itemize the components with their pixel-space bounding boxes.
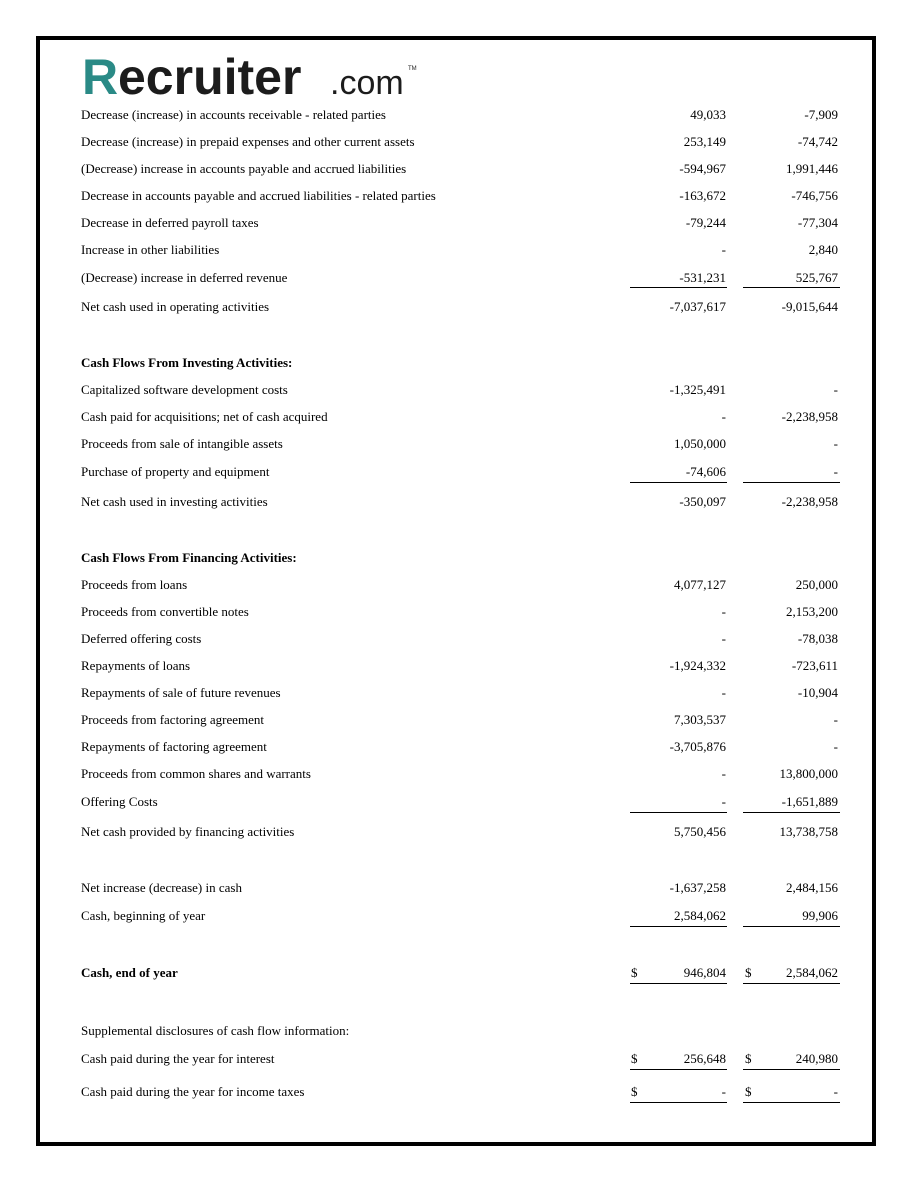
value-2021: 1,050,000	[674, 436, 726, 451]
subtotal-rule	[630, 926, 727, 927]
value-2021: -	[721, 242, 726, 257]
value-2020: 240,980	[795, 1051, 838, 1066]
row-label: Offering Costs	[81, 794, 158, 809]
subtotal-rule	[630, 482, 727, 483]
logo-letter-r: R	[82, 50, 119, 102]
value-2020: -723,611	[791, 658, 838, 673]
investing-row	[81, 462, 841, 482]
value-2020: -2,238,958	[781, 409, 838, 424]
section-heading: Cash Flows From Investing Activities:	[81, 355, 293, 370]
financing-row	[81, 792, 841, 812]
row-label: Cash paid during the year for interest	[81, 1051, 275, 1066]
value-2020: -74,742	[797, 134, 838, 149]
row-label: Repayments of factoring agreement	[81, 739, 267, 754]
value-2021: -74,606	[685, 464, 726, 479]
logo-tm: TM	[408, 66, 417, 72]
financing-row	[81, 575, 841, 595]
row-label: Cash, end of year	[81, 965, 178, 980]
currency-symbol: $	[745, 1051, 752, 1066]
financing-row	[81, 764, 841, 784]
supplemental-row	[81, 1049, 841, 1069]
subtotal-rule	[630, 812, 727, 813]
value-2020: -78,038	[797, 631, 838, 646]
value-2020: -	[833, 464, 838, 479]
row-label: Decrease (increase) in accounts receivable - related parties	[81, 107, 386, 122]
financing-row	[81, 629, 841, 649]
total-rule	[630, 983, 727, 984]
investing-heading	[81, 353, 841, 373]
net-change-row	[81, 878, 841, 898]
financing-heading	[81, 548, 841, 568]
value-2021: -	[721, 604, 726, 619]
value-2020: -	[833, 739, 838, 754]
value-2021: 7,303,537	[674, 712, 726, 727]
value-2021: -	[721, 685, 726, 700]
row-label: Purchase of property and equipment	[81, 464, 270, 479]
operating-total-row	[81, 297, 841, 317]
value-2021: 49,033	[690, 107, 726, 122]
supplemental-heading	[81, 1021, 841, 1041]
value-2020: -	[833, 712, 838, 727]
row-label: Net increase (decrease) in cash	[81, 880, 242, 895]
row-label: (Decrease) increase in accounts payable and accrued liabilities	[81, 161, 407, 176]
row-label: Proceeds from common shares and warrants	[81, 766, 311, 781]
row-label: Net cash provided by financing activities	[81, 824, 295, 839]
financing-row	[81, 710, 841, 730]
value-2021: -531,231	[679, 270, 726, 285]
total-rule	[743, 1102, 840, 1103]
value-2020: -77,304	[797, 215, 838, 230]
value-2021: -79,244	[685, 215, 726, 230]
operating-row	[81, 105, 841, 125]
value-2021: -	[721, 766, 726, 781]
row-label: Proceeds from loans	[81, 577, 188, 592]
value-2020: 99,906	[802, 908, 838, 923]
value-2020: 2,840	[808, 242, 838, 257]
supplemental-row	[81, 1082, 841, 1102]
beginning-cash-row	[81, 906, 841, 926]
value-2020: 2,484,156	[786, 880, 838, 895]
row-label: Decrease in accounts payable and accrued liabilities - related parties	[81, 188, 436, 203]
value-2021: -1,637,258	[669, 880, 726, 895]
value-2020: 525,767	[795, 270, 838, 285]
value-2020: 1,991,446	[786, 161, 838, 176]
total-rule	[743, 1069, 840, 1070]
currency-symbol: $	[745, 1084, 752, 1099]
row-label: Decrease (increase) in prepaid expenses and other current assets	[81, 134, 415, 149]
value-2020: 13,800,000	[779, 766, 838, 781]
value-2021: 4,077,127	[674, 577, 726, 592]
operating-row	[81, 268, 841, 288]
row-label: Cash paid during the year for income taxes	[81, 1084, 305, 1099]
logo-dotcom: .com	[330, 64, 404, 102]
value-2020: 2,584,062	[786, 965, 838, 980]
currency-symbol: $	[631, 965, 638, 980]
value-2021: 2,584,062	[674, 908, 726, 923]
value-2020: -10,904	[797, 685, 838, 700]
value-2020: -	[833, 382, 838, 397]
value-2021: 946,804	[683, 965, 726, 980]
row-label: Net cash used in investing activities	[81, 494, 268, 509]
row-label: Net cash used in operating activities	[81, 299, 270, 314]
investing-row	[81, 380, 841, 400]
section-heading: Cash Flows From Financing Activities:	[81, 550, 297, 565]
row-label: Proceeds from sale of intangible assets	[81, 436, 283, 451]
recruiter-logo	[80, 50, 420, 102]
value-2021: -	[721, 794, 726, 809]
value-2021: -7,037,617	[669, 299, 726, 314]
currency-symbol: $	[745, 965, 752, 980]
value-2021: -3,705,876	[669, 739, 726, 754]
total-rule	[630, 1102, 727, 1103]
currency-symbol: $	[631, 1051, 638, 1066]
value-2021: -1,924,332	[669, 658, 726, 673]
row-label: Cash paid for acquisitions; net of cash acquired	[81, 409, 328, 424]
operating-row	[81, 159, 841, 179]
financing-row	[81, 683, 841, 703]
row-label: Repayments of loans	[81, 658, 191, 673]
subtotal-rule	[743, 482, 840, 483]
row-label: (Decrease) increase in deferred revenue	[81, 270, 288, 285]
value-2021: -163,672	[679, 188, 726, 203]
value-2020: 13,738,758	[779, 824, 838, 839]
value-2020: 250,000	[795, 577, 838, 592]
value-2020: -	[833, 1084, 838, 1099]
row-label: Capitalized software development costs	[81, 382, 288, 397]
value-2020: -746,756	[791, 188, 838, 203]
investing-row	[81, 407, 841, 427]
value-2021: 253,149	[683, 134, 726, 149]
logo-wordmark: ecruiter	[118, 50, 302, 102]
subtotal-rule	[743, 926, 840, 927]
financing-total-row	[81, 822, 841, 842]
row-label: Deferred offering costs	[81, 631, 202, 646]
operating-row	[81, 240, 841, 260]
value-2021: -1,325,491	[669, 382, 726, 397]
total-rule	[630, 1069, 727, 1070]
investing-row	[81, 434, 841, 454]
total-rule	[743, 983, 840, 984]
operating-row	[81, 132, 841, 152]
row-label: Decrease in deferred payroll taxes	[81, 215, 259, 230]
row-label: Cash, beginning of year	[81, 908, 206, 923]
row-label: Proceeds from convertible notes	[81, 604, 249, 619]
subtotal-rule	[743, 287, 840, 288]
value-2020: 2,153,200	[786, 604, 838, 619]
value-2021: 256,648	[683, 1051, 726, 1066]
subtotal-rule	[630, 287, 727, 288]
financing-row	[81, 602, 841, 622]
value-2021: -	[721, 1084, 726, 1099]
row-label: Proceeds from factoring agreement	[81, 712, 265, 727]
value-2021: -	[721, 631, 726, 646]
value-2021: -350,097	[679, 494, 726, 509]
value-2020: -2,238,958	[781, 494, 838, 509]
financing-row	[81, 737, 841, 757]
value-2020: -9,015,644	[781, 299, 838, 314]
row-label: Increase in other liabilities	[81, 242, 220, 257]
investing-total-row	[81, 492, 841, 512]
ending-cash-row	[81, 963, 841, 983]
currency-symbol: $	[631, 1084, 638, 1099]
value-2021: -594,967	[679, 161, 726, 176]
value-2021: 5,750,456	[674, 824, 726, 839]
section-heading: Supplemental disclosures of cash flow information:	[81, 1023, 350, 1038]
operating-row	[81, 186, 841, 206]
value-2020: -7,909	[804, 107, 838, 122]
value-2020: -	[833, 436, 838, 451]
operating-row	[81, 213, 841, 233]
value-2021: -	[721, 409, 726, 424]
financing-row	[81, 656, 841, 676]
subtotal-rule	[743, 812, 840, 813]
value-2020: -1,651,889	[781, 794, 838, 809]
row-label: Repayments of sale of future revenues	[81, 685, 281, 700]
